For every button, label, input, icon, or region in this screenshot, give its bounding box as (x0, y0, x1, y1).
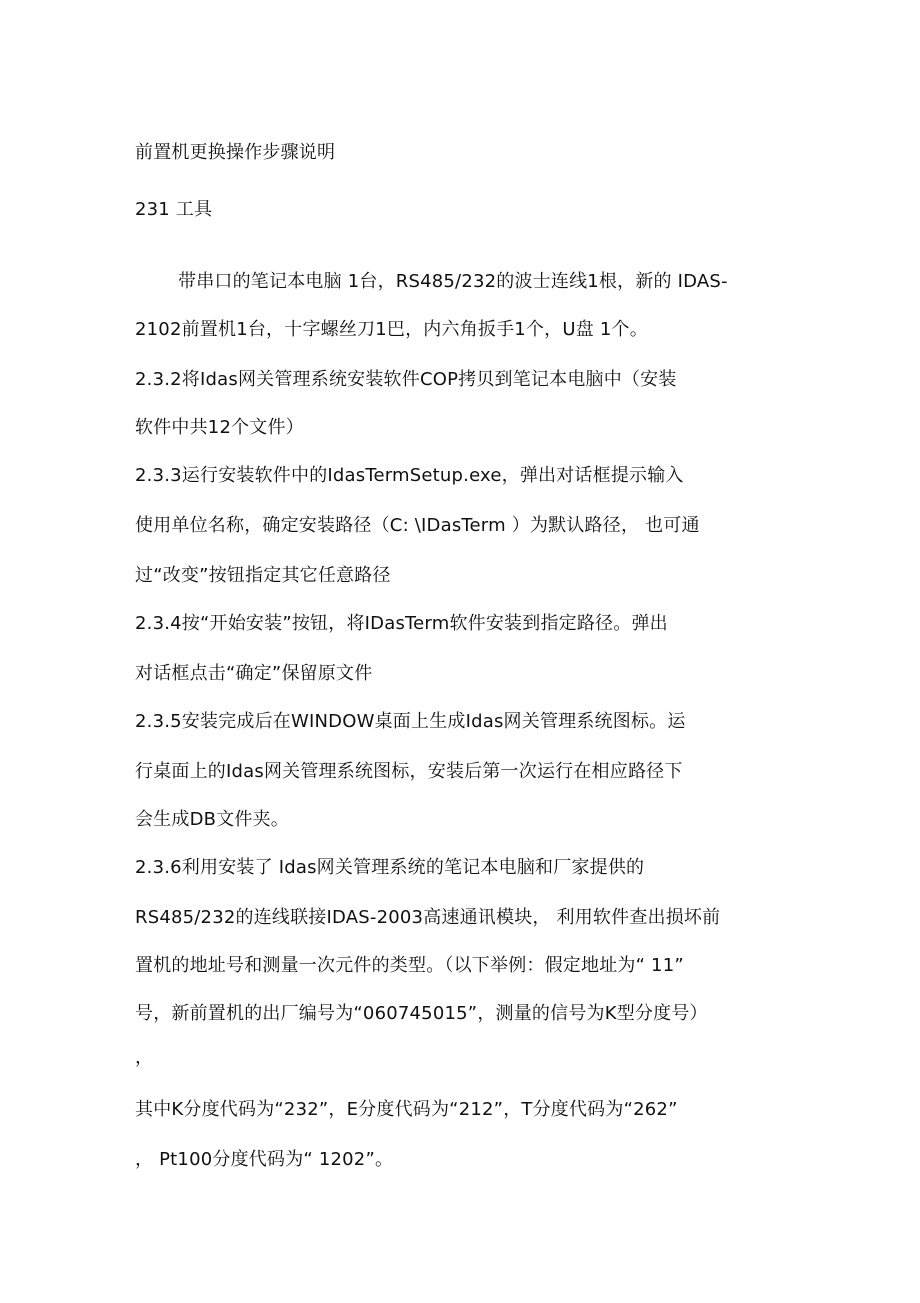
paragraph-line: 2.3.5安装完成后在WINDOW桌面上生成Idas网关管理系统图标。运 (135, 711, 686, 732)
paragraph-line: 使用单位名称，确定安装路径（C: \IDasTerm ）为默认路径， 也可通 (135, 515, 700, 536)
paragraph-line: 2.3.4按“开始安装”按钮，将IDasTerm软件安装到指定路径。弹出 (135, 613, 668, 634)
document-title: 前置机更换操作步骤说明 (135, 142, 336, 163)
paragraph-line: 2.3.6利用安装了 Idas网关管理系统的笔记本电脑和厂家提供的 (135, 857, 645, 878)
paragraph-line: 软件中共12个文件） (135, 417, 304, 438)
paragraph-line: 2102前置机1台，十字螺丝刀1巴，内六角扳手1个，U盘 1个。 (135, 319, 648, 340)
paragraph-line: 对话框点击“确定”保留原文件 (135, 663, 373, 684)
paragraph-line: 其中K分度代码为“232”，E分度代码为“212”，T分度代码为“262” (135, 1099, 678, 1120)
paragraph-line: ， Pt100分度代码为“ 1202”。 (135, 1149, 394, 1170)
paragraph-line: 2.3.3运行安装软件中的IdasTermSetup.exe，弹出对话框提示输入 (135, 465, 684, 486)
paragraph-line: 带串口的笔记本电脑 1台，RS485/232的波士连线1根，新的 IDAS- (178, 271, 728, 292)
paragraph-line: RS485/232的连线联接IDAS-2003高速通讯模块， 利用软件查出损坏前 (135, 907, 721, 928)
paragraph-line: 会生成DB文件夹。 (135, 809, 290, 830)
paragraph-line: 过“改变”按钮指定其它任意路径 (135, 565, 391, 586)
paragraph-line: 号，新前置机的出厂编号为“060745015”，测量的信号为K型分度号） (135, 1003, 708, 1024)
paragraph-line: 行桌面上的Idas网关管理系统图标，安装后第一次运行在相应路径下 (135, 761, 683, 782)
paragraph-line: 置机的地址号和测量一次元件的类型。（以下举例：假定地址为“ 11” (135, 955, 684, 976)
paragraph-line: 2.3.2将Idas网关管理系统安装软件COP拷贝到笔记本电脑中（安装 (135, 369, 677, 390)
section-heading: 231 工具 (135, 199, 213, 220)
paragraph-line: ， (135, 1047, 154, 1068)
